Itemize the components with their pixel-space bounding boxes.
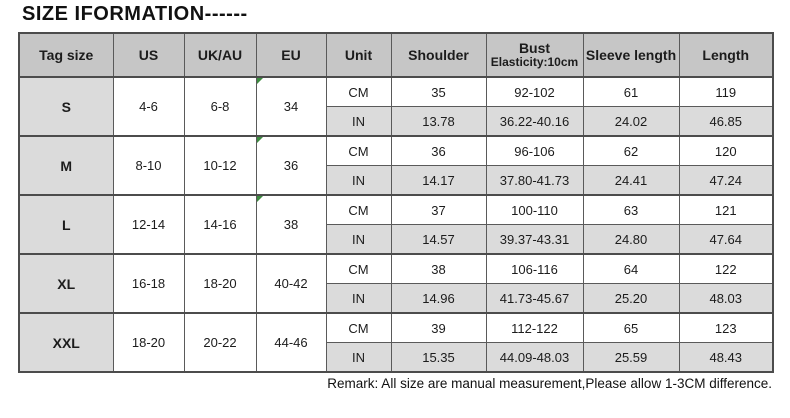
shoulder-cm-cell: 38 [391,254,486,284]
length-in-cell: 47.64 [679,225,773,255]
bust-cm-cell: 92-102 [486,77,583,107]
sleeve-in-cell: 25.59 [583,343,679,373]
eu-cell: 44-46 [256,313,326,372]
table-row [19,195,773,225]
bust-label: Bust [518,40,551,57]
col-header-sleeve-length: Sleeve length [583,33,679,77]
uk-au-cell: 20-22 [184,313,256,372]
unit-cell: IN [326,107,391,137]
size-chart-table [18,32,774,373]
unit-cell: CM [326,313,391,343]
col-header-bust [486,33,583,77]
length-cm-cell: 120 [679,136,773,166]
bust-in-cell: 39.37-43.31 [486,225,583,255]
length-cm-cell: 121 [679,195,773,225]
header-row [19,33,773,77]
col-header-us: US [113,33,184,77]
shoulder-cm-cell: 36 [391,136,486,166]
shoulder-cm-cell: 39 [391,313,486,343]
unit-cell: CM [326,77,391,107]
uk-au-cell: 10-12 [184,136,256,195]
bust-in-cell: 41.73-45.67 [486,284,583,314]
unit-cell: IN [326,284,391,314]
unit-cell: IN [326,225,391,255]
us-cell: 12-14 [113,195,184,254]
shoulder-cm-cell: 37 [391,195,486,225]
length-cm-cell: 122 [679,254,773,284]
sleeve-cm-cell: 64 [583,254,679,284]
eu-cell: 38 [256,195,326,254]
col-header-eu: EU [256,33,326,77]
sleeve-in-cell: 25.20 [583,284,679,314]
sleeve-cm-cell: 65 [583,313,679,343]
uk-au-cell: 14-16 [184,195,256,254]
unit-cell: CM [326,254,391,284]
length-cm-cell: 119 [679,77,773,107]
bust-cm-cell: 96-106 [486,136,583,166]
shoulder-in-cell: 14.96 [391,284,486,314]
table-row [19,136,773,166]
bust-elasticity-label: Elasticity:10cm [490,55,579,70]
shoulder-in-cell: 13.78 [391,107,486,137]
eu-cell: 34 [256,77,326,136]
us-cell: 16-18 [113,254,184,313]
bust-cm-cell: 106-116 [486,254,583,284]
unit-cell: IN [326,166,391,196]
length-in-cell: 46.85 [679,107,773,137]
bust-cm-cell: 100-110 [486,195,583,225]
col-header-uk-au: UK/AU [184,33,256,77]
tag-size-cell: L [19,195,113,254]
length-in-cell: 48.03 [679,284,773,314]
col-header-unit: Unit [326,33,391,77]
table-row [19,254,773,284]
sleeve-cm-cell: 63 [583,195,679,225]
tag-size-cell: XXL [19,313,113,372]
us-cell: 8-10 [113,136,184,195]
sleeve-in-cell: 24.80 [583,225,679,255]
table-row [19,313,773,343]
bust-in-cell: 36.22-40.16 [486,107,583,137]
table-row [19,77,773,107]
col-header-length: Length [679,33,773,77]
shoulder-in-cell: 14.17 [391,166,486,196]
bust-cm-cell: 112-122 [486,313,583,343]
page-title: SIZE IFORMATION------ [22,3,248,25]
sleeve-cm-cell: 62 [583,136,679,166]
length-in-cell: 47.24 [679,166,773,196]
uk-au-cell: 6-8 [184,77,256,136]
sleeve-in-cell: 24.41 [583,166,679,196]
eu-cell: 40-42 [256,254,326,313]
unit-cell: CM [326,195,391,225]
sleeve-cm-cell: 61 [583,77,679,107]
shoulder-cm-cell: 35 [391,77,486,107]
shoulder-in-cell: 15.35 [391,343,486,373]
unit-cell: CM [326,136,391,166]
col-header-tag-size: Tag size [19,33,113,77]
us-cell: 4-6 [113,77,184,136]
bust-in-cell: 44.09-48.03 [486,343,583,373]
length-cm-cell: 123 [679,313,773,343]
tag-size-cell: XL [19,254,113,313]
sleeve-in-cell: 24.02 [583,107,679,137]
unit-cell: IN [326,343,391,373]
length-in-cell: 48.43 [679,343,773,373]
shoulder-in-cell: 14.57 [391,225,486,255]
tag-size-cell: S [19,77,113,136]
remark-text: Remark: All size are manual measurement,Please allow 1-3CM difference. [327,376,772,391]
bust-in-cell: 37.80-41.73 [486,166,583,196]
tag-size-cell: M [19,136,113,195]
us-cell: 18-20 [113,313,184,372]
eu-cell: 36 [256,136,326,195]
col-header-shoulder: Shoulder [391,33,486,77]
uk-au-cell: 18-20 [184,254,256,313]
